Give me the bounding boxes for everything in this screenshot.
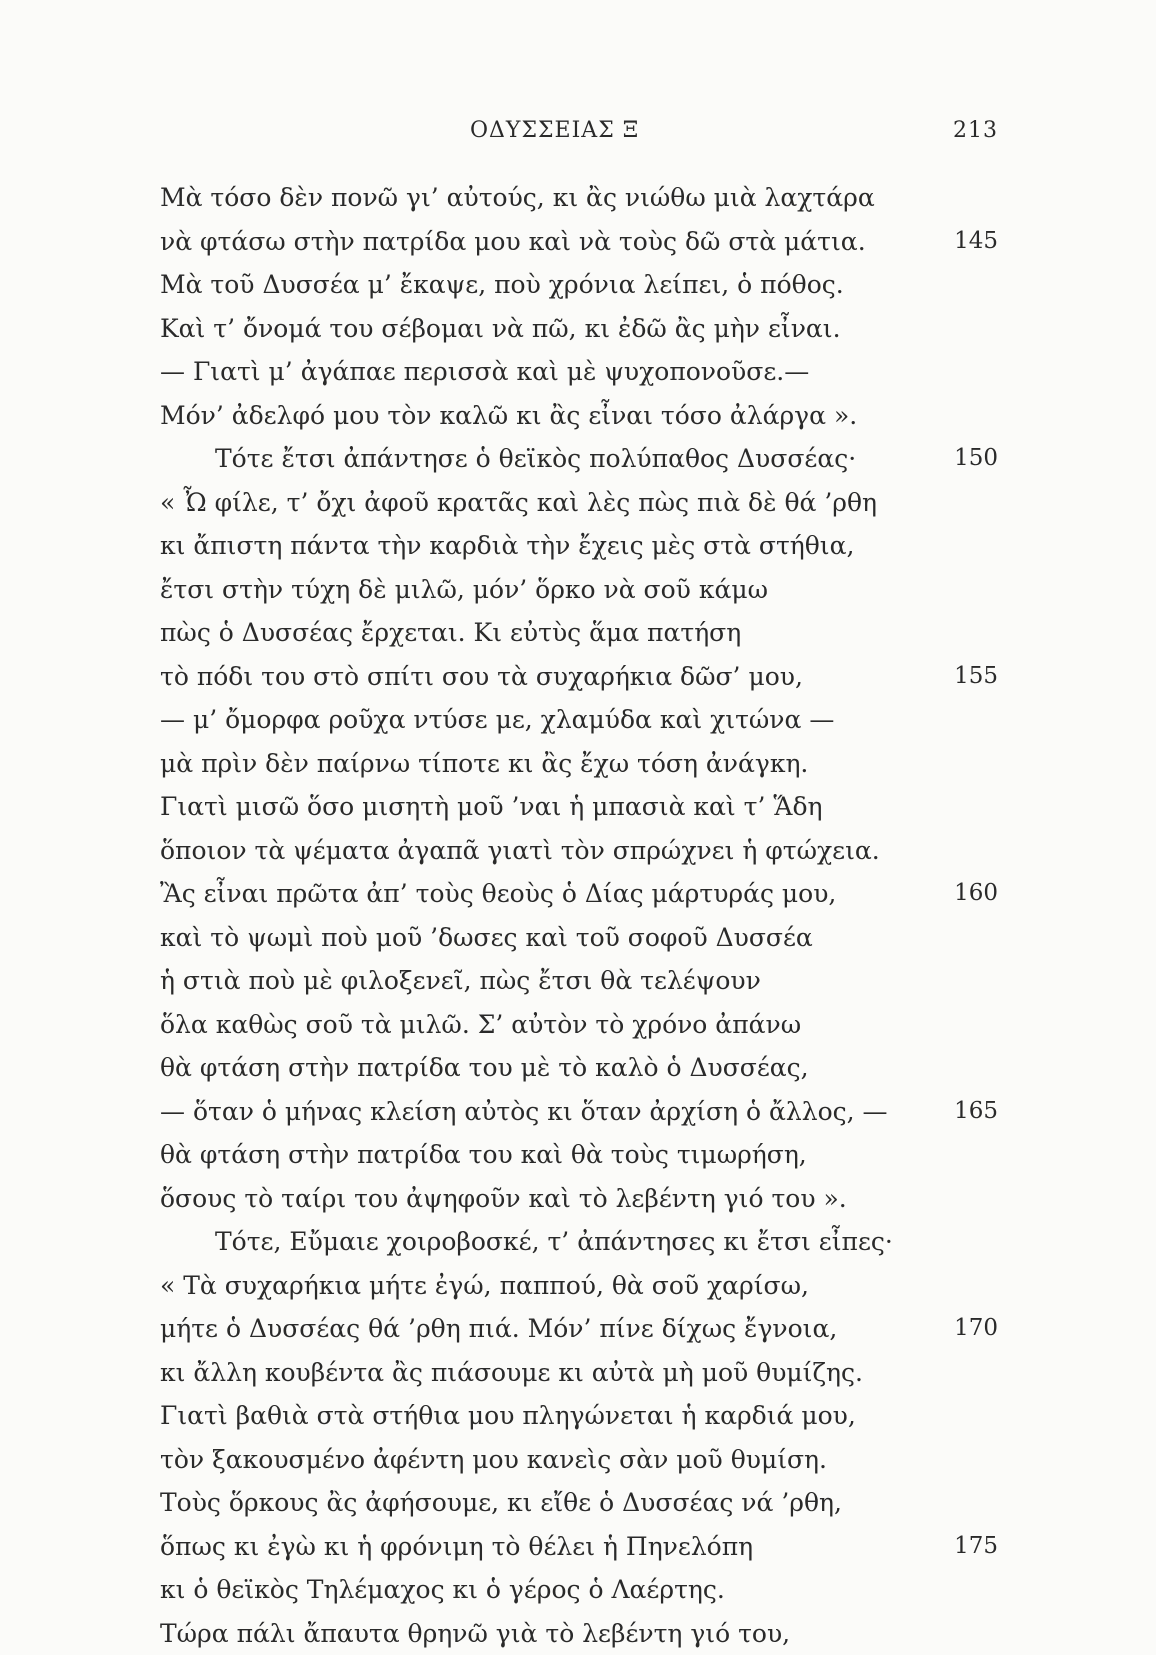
running-title: ΟΔΥΣΣΕΙΑΣ Ξ: [470, 118, 639, 143]
line-number: 155: [954, 655, 998, 699]
verse-text: κι ἄλλη κουβέντα ἂς πιάσουμε κι αὐτὰ μὴ μοῦ θυμίζης.: [160, 1351, 863, 1395]
verse-text: Τώρα πάλι ἄπαυτα θρηνῶ γιὰ τὸ λεβέντη γιό του,: [160, 1612, 790, 1655]
line-number: 150: [954, 437, 998, 481]
verse-line: [160, 1307, 998, 1351]
verse-text: μὰ πρὶν δὲν παίρνω τίποτε κι ἂς ἔχω τόση ἀνάγκη.: [160, 742, 808, 786]
verse-text: τὸν ξακουσμένο ἀφέντη μου κανεὶς σὰν μοῦ θυμίση.: [160, 1438, 827, 1482]
verse-line: [160, 1003, 998, 1047]
verse-line: [160, 437, 998, 481]
verse-line: [160, 1438, 998, 1482]
verse-line: [160, 1046, 998, 1090]
verse-text: Τότε, Εὔμαιε χοιροβοσκέ, τ’ ἀπάντησες κι ἔτσι εἶπες·: [160, 1220, 893, 1264]
verse-text: θὰ φτάση στὴν πατρίδα του καὶ θὰ τοὺς τιμωρήση,: [160, 1133, 807, 1177]
verse-text: Γιατὶ μισῶ ὅσο μισητὴ μοῦ ’ναι ἡ μπασιὰ καὶ τ’ Ἅδη: [160, 785, 823, 829]
line-number: 170: [954, 1307, 998, 1351]
verse-text: « Τὰ συχαρήκια μήτε ἐγώ, παππού, θὰ σοῦ χαρίσω,: [160, 1264, 809, 1308]
verse-line: [160, 1351, 998, 1395]
verse-text: τὸ πόδι του στὸ σπίτι σου τὰ συχαρήκια δῶσ’ μου,: [160, 655, 803, 699]
verse-text: Τότε ἔτσι ἀπάντησε ὁ θεϊκὸς πολύπαθος Δυσσέας·: [160, 437, 856, 481]
running-head: [160, 118, 998, 152]
verse-text: Μὰ τόσο δὲν πονῶ γι’ αὐτούς, κι ἂς νιώθω μιὰ λαχτάρα: [160, 176, 875, 220]
verse-text: ὅλα καθὼς σοῦ τὰ μιλῶ. Σ’ αὐτὸν τὸ χρόνο ἀπάνω: [160, 1003, 801, 1047]
verse-text: ὅποιον τὰ ψέματα ἀγαπᾶ γιατὶ τὸν σπρώχνει ἡ φτώχεια.: [160, 829, 880, 873]
verse-text: μήτε ὁ Δυσσέας θά ’ρθη πιά. Μόν’ πίνε δίχως ἔγνοια,: [160, 1307, 837, 1351]
verse-text: — μ’ ὄμορφα ροῦχα ντύσε με, χλαμύδα καὶ χιτώνα —: [160, 698, 834, 742]
verse-line: [160, 263, 998, 307]
verse-line: [160, 350, 998, 394]
verse-line: [160, 1090, 998, 1134]
verse-text: Γιατὶ βαθιὰ στὰ στήθια μου πληγώνεται ἡ καρδιά μου,: [160, 1394, 856, 1438]
verse-text: Ἂς εἶναι πρῶτα ἀπ’ τοὺς θεοὺς ὁ Δίας μάρτυράς μου,: [160, 872, 836, 916]
page-number: 213: [953, 118, 998, 143]
verse-line: [160, 524, 998, 568]
line-number: 145: [954, 220, 998, 264]
verse-text: ὅσους τὸ ταίρι του ἀψηφοῦν καὶ τὸ λεβέντη γιό του ».: [160, 1177, 847, 1221]
verse-text: κι ὁ θεϊκὸς Τηλέμαχος κι ὁ γέρος ὁ Λαέρτης.: [160, 1568, 725, 1612]
verse-line: [160, 1220, 998, 1264]
verse-line: [160, 1612, 998, 1655]
verse-line: [160, 655, 998, 699]
verse-line: [160, 916, 998, 960]
verse-line: [160, 829, 998, 873]
verse-text: κι ἄπιστη πάντα τὴν καρδιὰ τὴν ἔχεις μὲς στὰ στήθια,: [160, 524, 854, 568]
line-number: 165: [954, 1090, 998, 1134]
verse-text: Τοὺς ὅρκους ἂς ἀφήσουμε, κι εἴθε ὁ Δυσσέας νά ’ρθη,: [160, 1481, 842, 1525]
verse-line: [160, 1481, 998, 1525]
verse-line: [160, 394, 998, 438]
verse-text: θὰ φτάση στὴν πατρίδα του μὲ τὸ καλὸ ὁ Δυσσέας,: [160, 1046, 809, 1090]
verse-text: καὶ τὸ ψωμὶ ποὺ μοῦ ’δωσες καὶ τοῦ σοφοῦ Δυσσέα: [160, 916, 813, 960]
verse-line: [160, 611, 998, 655]
verse-line: [160, 785, 998, 829]
verse-line: [160, 959, 998, 1003]
verse-text: Καὶ τ’ ὄνομά του σέβομαι νὰ πῶ, κι ἐδῶ ἂς μὴν εἶναι.: [160, 307, 841, 351]
verse-line: [160, 307, 998, 351]
verse-line: [160, 698, 998, 742]
verse-line: [160, 1568, 998, 1612]
verse-line: [160, 568, 998, 612]
verse-block: [160, 176, 998, 1655]
verse-line: [160, 1133, 998, 1177]
verse-text: ἔτσι στὴν τύχη δὲ μιλῶ, μόν’ ὅρκο νὰ σοῦ κάμω: [160, 568, 768, 612]
verse-text: ὅπως κι ἐγὼ κι ἡ φρόνιμη τὸ θέλει ἡ Πηνελόπη: [160, 1525, 753, 1569]
line-number: 160: [954, 872, 998, 916]
line-number: 175: [954, 1525, 998, 1569]
verse-text: νὰ φτάσω στὴν πατρίδα μου καὶ νὰ τοὺς δῶ στὰ μάτια.: [160, 220, 866, 264]
verse-text: « Ὦ φίλε, τ’ ὄχι ἀφοῦ κρατᾶς καὶ λὲς πὼς πιὰ δὲ θά ’ρθη: [160, 481, 877, 525]
verse-text: Μὰ τοῦ Δυσσέα μ’ ἔκαψε, ποὺ χρόνια λείπει, ὁ πόθος.: [160, 263, 844, 307]
verse-line: [160, 176, 998, 220]
verse-line: [160, 1264, 998, 1308]
verse-line: [160, 1525, 998, 1569]
verse-text: — Γιατὶ μ’ ἀγάπαε περισσὰ καὶ μὲ ψυχοπονοῦσε.—: [160, 350, 809, 394]
verse-text: — ὅταν ὁ μήνας κλείση αὐτὸς κι ὅταν ἀρχίση ὁ ἄλλος, —: [160, 1090, 888, 1134]
verse-line: [160, 1394, 998, 1438]
verse-line: [160, 742, 998, 786]
verse-line: [160, 481, 998, 525]
verse-text: ἡ στιὰ ποὺ μὲ φιλοξενεῖ, πὼς ἔτσι θὰ τελέψουν: [160, 959, 761, 1003]
verse-text: Μόν’ ἀδελφό μου τὸν καλῶ κι ἂς εἶναι τόσο ἀλάργα ».: [160, 394, 857, 438]
verse-line: [160, 220, 998, 264]
verse-line: [160, 872, 998, 916]
verse-text: πὼς ὁ Δυσσέας ἔρχεται. Κι εὐτὺς ἅμα πατήση: [160, 611, 741, 655]
verse-line: [160, 1177, 998, 1221]
